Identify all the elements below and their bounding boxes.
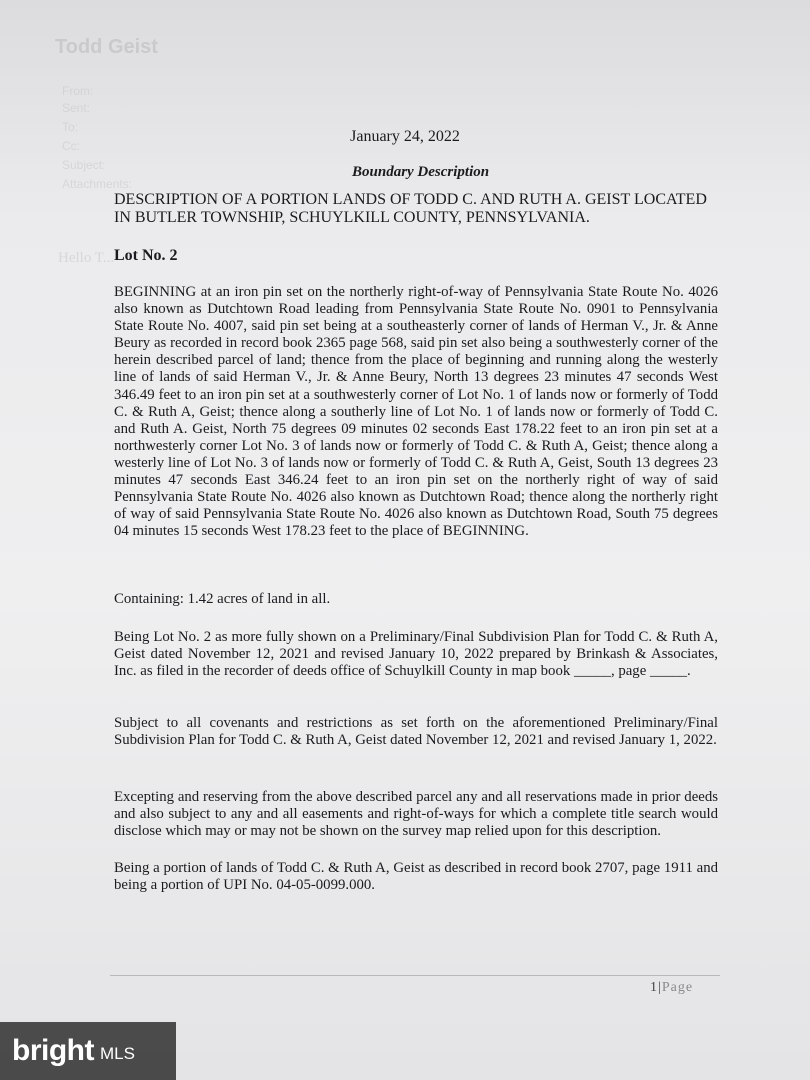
bleed-field-label: To: <box>62 120 79 134</box>
paragraph-containing: Containing: 1.42 acres of land in all. <box>114 591 331 607</box>
bleed-email-sender: Todd Geist <box>55 36 158 58</box>
bleed-field-label: From: <box>62 84 94 98</box>
bleed-field-label: Cc: <box>62 139 80 153</box>
document-date: January 24, 2022 <box>350 128 460 145</box>
bleed-greeting: Hello T... <box>58 250 115 266</box>
bleed-field-label: Subject: <box>62 158 106 172</box>
page-number-value: 1 <box>650 980 658 995</box>
bleed-field-label: Attachments: <box>62 177 133 191</box>
watermark-suffix: MLS <box>99 1044 135 1063</box>
bleed-field-label: Sent: <box>62 101 91 115</box>
document-heading: Boundary Description <box>352 164 490 180</box>
paragraph-portion: Being a portion of lands of Todd C. & Ruth A, Geist as described in record book 2707, page 1911 and being a portion of UPI No. 04-05-0099.000. <box>114 860 718 894</box>
paragraph-excepting: Excepting and reserving from the above described parcel any and all reservations made in prior deeds and also subject to any and all easements and right-of-ways for which a complete title search would disclose which may or may not be shown on the survey map relied upon for this description. <box>114 789 718 840</box>
page-number: 1|Page <box>650 980 694 995</box>
mls-watermark <box>0 1022 176 1080</box>
paragraph-beginning: BEGINNING at an iron pin set on the northerly right-of-way of Pennsylvania State Route No. 4026 also known as Dutchtown Road leading from Pennsylvania State Route No. 0901 to Pennsylvania State Route No. 4007, said pin set being at a southeasterly corner of lands of Herman V., Jr. & Anne Beury as recorded in record book 2365 page 568, said pin set also being a southwesterly corner of the herein described parcel of land; thence from the place of beginning and running along the westerly line of lands of said Herman V., Jr. & Anne Beury, North 13 degrees 23 minutes 47 seconds West 346.49 feet to an iron pin set at a southwesterly corner of Lot No. 1 of lands now or formerly of Todd C. & Ruth A, Geist; thence along a southerly line of Lot No. 1 of lands now or formerly of Todd C. and Ruth A. Geist, North 75 degrees 09 minutes 02 seconds East 178.22 feet to an iron pin set at a northwesterly corner Lot No. 3 of lands now or formerly of Todd C. & Ruth A, Geist; thence along a westerly line of Lot No. 3 of lands now or formerly of Todd C. & Ruth A, Geist, South 13 degrees 23 minutes 47 seconds East 346.24 feet to an iron pin set on the northerly right of way of said Pennsylvania State Route No. 4026 also known as Dutchtown Road; thence along the northerly right of way of said Pennsylvania State Route No. 4026 also known as Dutchtown Road, South 75 degrees 04 minutes 15 seconds West 178.23 feet to the place of BEGINNING. <box>114 284 718 540</box>
watermark-brand: bright <box>12 1034 94 1067</box>
paragraph-covenants: Subject to all covenants and restrictions as set forth on the aforementioned Preliminary/Final Subdivision Plan for Todd C. & Ruth A, Geist dated November 12, 2021 and revised January 1, 2022. <box>114 715 718 749</box>
footer-divider <box>110 975 720 976</box>
document-title: DESCRIPTION OF A PORTION LANDS OF TODD C. AND RUTH A. GEIST LOCATED IN BUTLER TOWNSHIP, SCHUYLKILL COUNTY, PENNSYLVANIA. <box>114 191 707 226</box>
lot-label: Lot No. 2 <box>114 247 178 264</box>
page-number-label: Page <box>661 980 694 995</box>
paragraph-lot-plan: Being Lot No. 2 as more fully shown on a Preliminary/Final Subdivision Plan for Todd C. & Ruth A, Geist dated November 12, 2021 and revised January 10, 2022 prepared by Brinkash & Associates, Inc. as filed in the recorder of deeds office of Schuylkill County in map book _____, page _____. <box>114 629 718 680</box>
